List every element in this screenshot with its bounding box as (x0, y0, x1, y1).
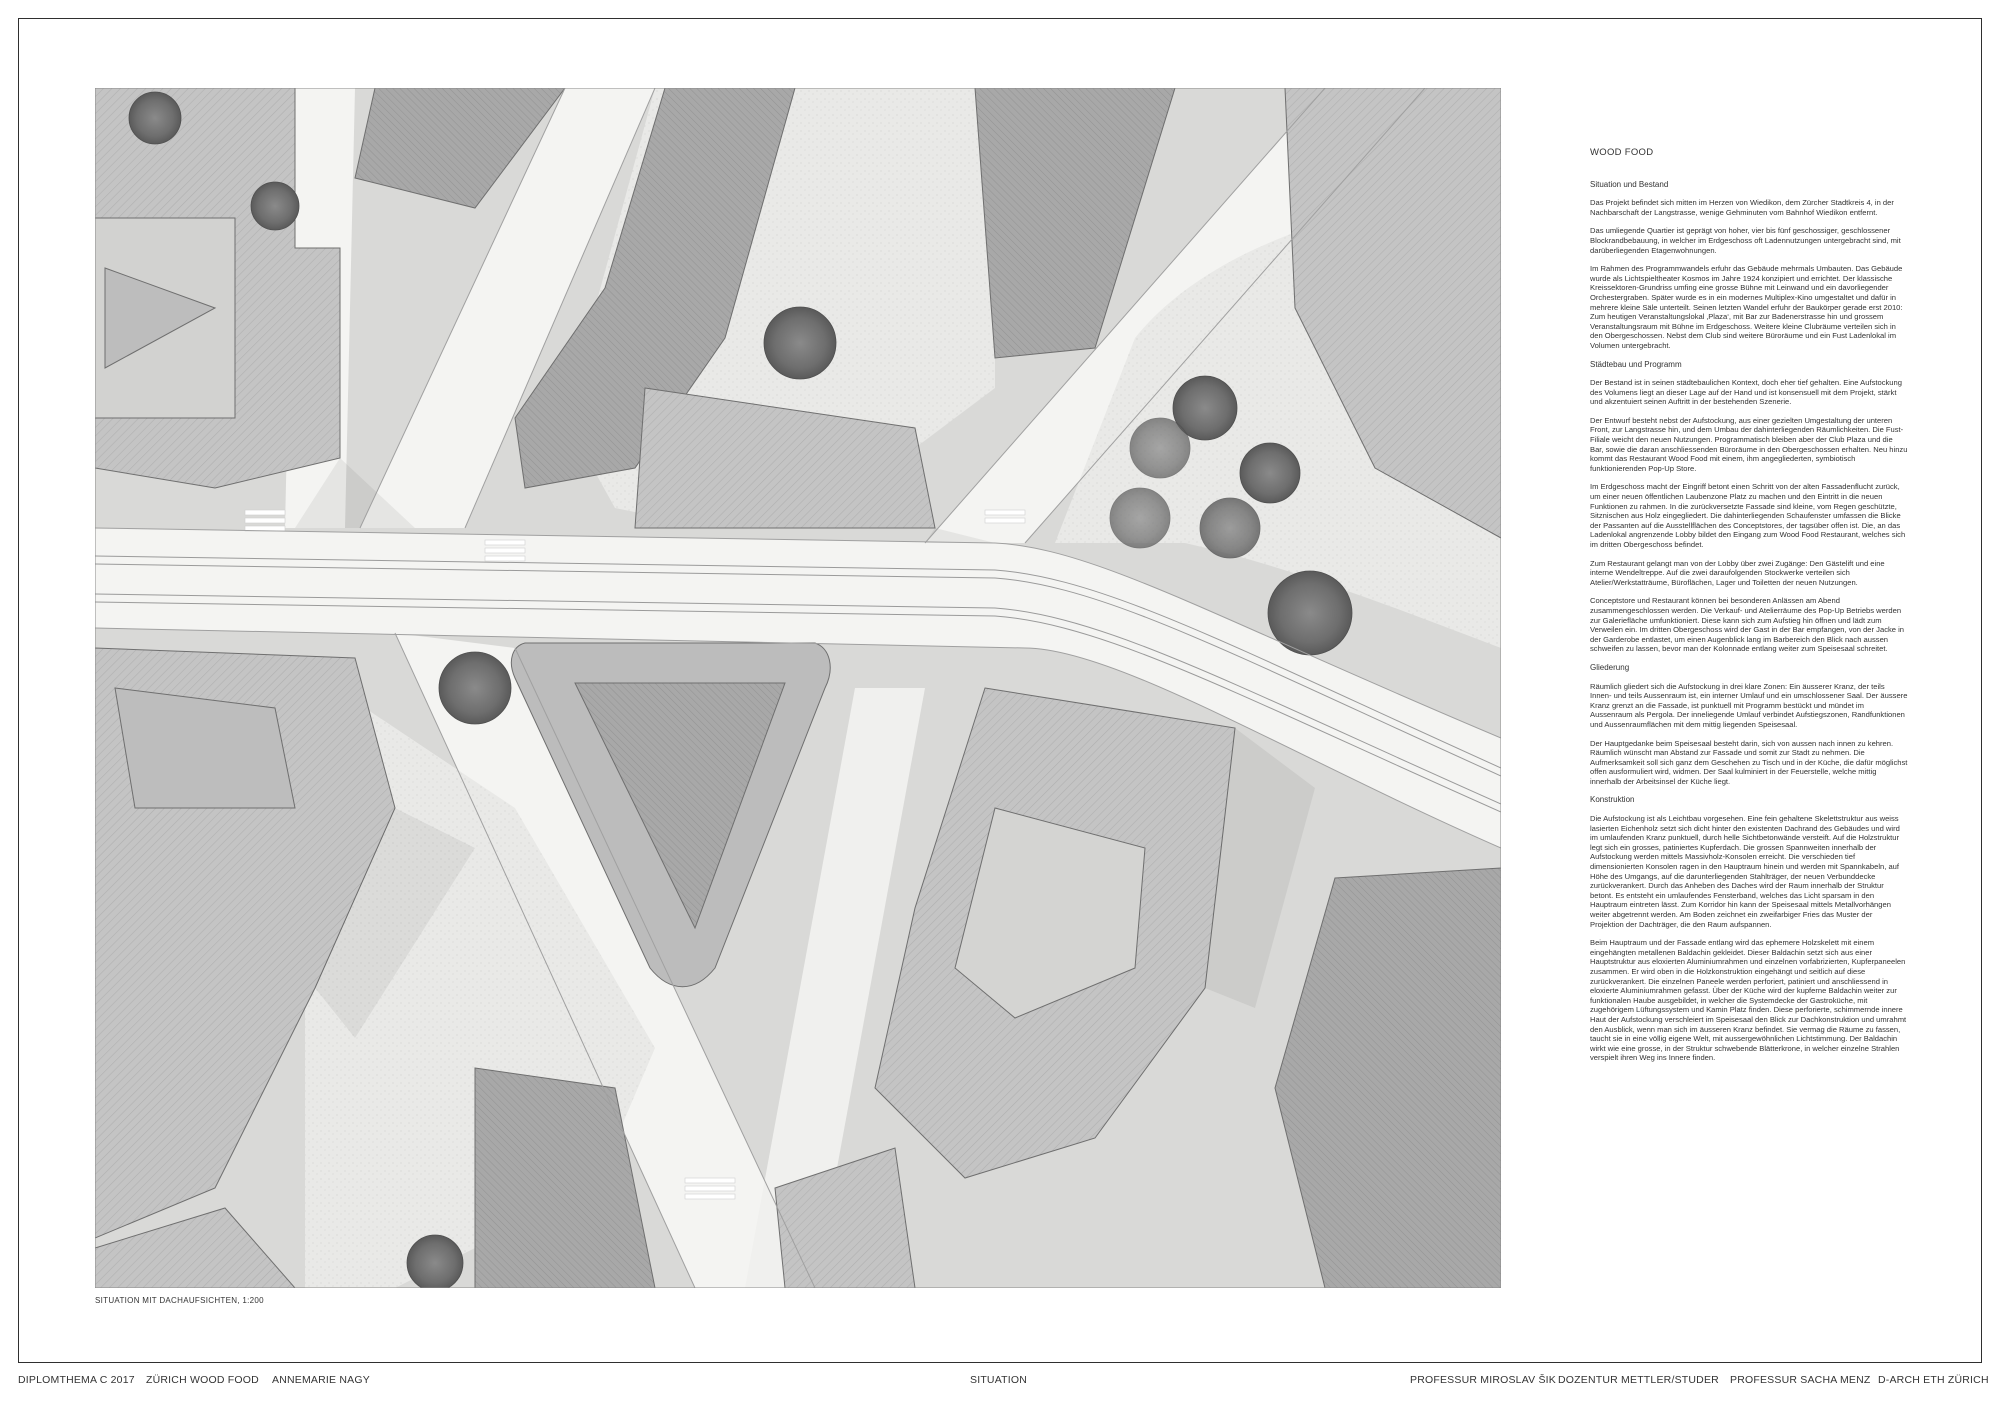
paragraph: Räumlich gliedert sich die Aufstockung in drei klare Zonen: Ein äusserer Kranz, der teils Innen- und teils Aussenraum ist, ein interner Umlauf und ein umschlossener Saal. Der äussere Kranz grenzt an die Fassade, ist punktuell mit Programm bestückt und mündet im Aussenraum als Pergola. Der inneliegende Umlauf verbindet Aufstiegszonen, Randfunktionen und Aussenraumflächen mit dem mittig liegenden Speisesaal. (1590, 681, 1908, 729)
footer-professor-menz: PROFESSUR SACHA MENZ (1730, 1374, 1871, 1386)
paragraph: Conceptstore und Restaurant können bei besonderen Anlässen am Abend zusammengeschlossen werden. Die Verkauf- und Atelierräume des Pop-Up Betriebs werden zur Galeriefläche umfunktioniert. Diese kann sich zum Aufstieg hin öffnen und lädt zum Verweilen ein. Im dritten Obergeschoss wird der Gast in der Bar empfangen, von der Jacke in der Garderobe entlastet, um einen Augenblick lang im Barbereich den Blick nach aussen schweifen zu lassen, bevor man der Kolonnade entlang weiter zum Speisesaal schreitet. (1590, 596, 1905, 654)
project-title: WOOD FOOD (1590, 147, 1654, 158)
paragraph: Im Rahmen des Programmwandels erfuhr das Gebäude mehrmals Umbauten. Das Gebäude wurde als Lichtspieltheater Kosmos im Jahre 1924 konzipiert und errichtet. Der klassische Kreissektoren-Grundriss umfing eine grosse Bühne mit Leinwand und ein davorliegender Orchestergraben. Später wurde es in ein modernes Multiplex-Kino umgestaltet und dafür in mehrere kleine Säle unterteilt. Seinen letzten Wandel erfuhr der Baukörper gerade erst 2010: Zum heutigen Veranstaltungslokal ‚Plaza‘, mit Bar zur Badenerstrasse hin und grossem Veranstaltungsraum mit Bühne im Erdgeschoss. Weitere kleine Clubräume verteilen sich in den Obergeschossen. Nebst dem Club sind weitere Büroräume und ein Fust Ladenlokal im Volumen untergebracht. (1590, 264, 1903, 350)
footer-author: ANNEMARIE NAGY (272, 1374, 370, 1386)
tree (1200, 498, 1260, 558)
section-heading: Konstruktion (1590, 795, 1635, 805)
footer-diplomthema: DIPLOMTHEMA C 2017 (18, 1374, 135, 1386)
paragraph: Das Projekt befindet sich mitten im Herzen von Wiedikon, dem Zürcher Stadtkreis 4, in der Nachbarschaft der Langstrasse, wenige Gehminuten vom Bahnhof Wiedikon entfernt. (1590, 198, 1894, 217)
footer-project: ZÜRICH WOOD FOOD (146, 1374, 259, 1386)
paragraph: Der Bestand ist in seinen städtebaulichen Kontext, doch eher tief gehalten. Eine Aufstockung des Volumens liegt an dieser Lage auf der Hand und ist konsensuell mit dem Projekt, stärkt und akzentuiert seinen Auftritt in der bestehenden Szenerie. (1590, 378, 1902, 407)
paragraph: Beim Hauptraum und der Fassade entlang wird das ephemere Holzskelett mit einem eingehängten metallenen Baldachin gekleidet. Dieser Baldachin setzt sich aus einer Hauptstruktur aus eloxierten Aluminiumrahmen und einzelnen vorfabrizierten, Kupferpaneelen zusammen. Er wird oben in die Holzkonstruktion eingehängt und seitlich auf diese zurückverankert. Die einzelnen Paneele werden perforiert, patiniert und anschliessend in eloxierte Aluminiumrahmen gefasst. Über der Küche wird der kupferne Baldachin weiter zur funktionalen Haube ausgebildet, in welcher die Systemdecke der Gastroküche, mit zugehörigem Lüftungssystem und Kamin Platz finden. Diese perforierte, schimmernde innere Haut der Aufstockung verschleiert im Speisesaal den Blick zur Dachkonstruktion und umrahmt den Ausblick, wenn man sich im äusseren Kranz befindet. Sie vermag die Räume zu fassen, taucht sie in eine völlig eigene Welt, mit aussergewöhnlichen Lichtstimmung. Der Baldachin wirkt wie eine grosse, in der Struktur schwebende Blätterkrone, in welcher einzelne Strahlen verspielt ihren Weg ins Innere finden. (1590, 938, 1907, 1063)
footer-professor-sik: PROFESSUR MIROSLAV ŠIK (1410, 1374, 1556, 1386)
tree (1130, 418, 1190, 478)
section-situation (1590, 180, 1908, 351)
section-heading: Gliederung (1590, 662, 1630, 672)
paragraph: Der Entwurf besteht nebst der Aufstockung, aus einer gezielten Umgestaltung der unteren Front, zur Langstrasse hin, und dem Umbau der dahinterliegenden Räumlichkeiten. Die Fust-Filiale weicht den neuen Nutzungen. Programmatisch bleiben aber der Club Plaza und die Bar, sowie die daran anschliessenden Büroräume in den Obergeschossen erhalten. Neu hinzu kommt das Restaurant Wood Food mit einem, ihm angegliederten, symbiotisch funktionierenden Pop-Up Store. (1590, 415, 1908, 473)
footer-department: D-ARCH ETH ZÜRICH (1878, 1374, 1989, 1386)
section-konstruktion (1590, 795, 1908, 1062)
site-plan-map[interactable] (95, 88, 1501, 1288)
tree (129, 92, 181, 144)
map-caption: SITUATION MIT DACHAUFSICHTEN, 1:200 (95, 1296, 264, 1305)
footer-dozentur: DOZENTUR METTLER/STUDER (1558, 1374, 1719, 1386)
tree (1110, 488, 1170, 548)
paragraph: Zum Restaurant gelangt man von der Lobby über zwei Zugänge: Den Gästelift und eine interne Wendeltreppe. Auf die zwei daraufolgenden Stockwerke verteilen sich Atelier/Werkstatträume, Büroflächen, Lager und Toiletten der neuen Nutzungen. (1590, 558, 1885, 587)
tree (251, 182, 299, 230)
paragraph: Im Erdgeschoss macht der Eingriff betont einen Schritt von der alten Fassadenflucht zurück, um einer neuen öffentlichen Laubenzone Platz zu machen und den Eintritt in die neuen Funktionen zu rahmen. In die zurückversetzte Fassade sind kleine, vom Regen geschützte, Sitznischen aus Holz eingegliedert. Die dahinterliegenden Schaufenster umfassen die Blicke der Passanten auf die Ausstellflächen des Conceptstores, der tagsüber offen ist. Die, an das Ladenlokal angrenzende Lobby bildet den Eingang zum Wood Food Restaurant, welches sich im dritten Obergeschoss befindet. (1590, 482, 1906, 549)
paragraph: Das umliegende Quartier ist geprägt von hoher, vier bis fünf geschossiger, geschlossener Blockrandbebauung, in welcher im Erdgeschoss oft Ladennutzungen untergebracht sind, mit darüberliegenden Etagenwohnungen. (1590, 226, 1901, 255)
section-heading: Situation und Bestand (1590, 179, 1669, 189)
section-heading: Städtebau und Programm (1590, 359, 1682, 369)
section-staedtebau (1590, 360, 1908, 654)
site-plan-drawing (95, 88, 1501, 1288)
paragraph: Der Hauptgedanke beim Speisesaal besteht darin, sich von aussen nach innen zu kehren. Räumlich wünscht man Abstand zur Fassade und somit zur Stadt zu nehmen. Die Aufmerksamkeit soll sich ganz dem Geschehen zu Tisch und in der Küche, die dafür möglichst offen ausformuliert wird, widmen. Der Saal kulminiert in der Feuerstelle, welche mittig innerhalb der Arbeitsinsel der Küche liegt. (1590, 738, 1908, 786)
project-description (1590, 148, 1908, 1072)
paragraph: Die Aufstockung ist als Leichtbau vorgesehen. Eine fein gehaltene Skelettstruktur aus weiss lasierten Eichenholz setzt sich dicht hinter den existenten Dachrand des Gebäudes und wird im umlaufenden Kranz punktuell, durch helle Sichtbetonwände versteift. Auf die Holzstruktur legt sich ein grosses, patiniertes Kupferdach. Die grossen Spannweiten innerhalb der Aufstockung werden mittels Massivholz-Konsolen erreicht. Die verschieden tief dimensionierten Konsolen ragen in den Hauptraum hinein und werden mit Spannkabeln, auf Höhe des Umgangs, auf die darunterliegenden Stahlträger, der neuen Verbunddecke zurückverankert. Durch das Anheben des Daches wird der Raum innerhalb der Struktur betont. Es entsteht ein umlaufendes Fensterband, welches das Licht sparsam in den Hauptraum eintreten lässt. Zum Korridor hin kann der Speisesaal mittels Metallvorhängen weiter abgetrennt werden. Am Boden zeichnet ein zweifarbiger Fries das Muster der Projektion der Dachträger, die den Raum aufspannen. (1590, 814, 1900, 929)
tree (764, 307, 836, 379)
tree (1240, 443, 1300, 503)
sheet-footer (0, 1374, 2000, 1392)
tree (407, 1235, 463, 1288)
footer-sheet-title: SITUATION (970, 1374, 1028, 1386)
tree (439, 652, 511, 724)
section-gliederung (1590, 663, 1908, 787)
